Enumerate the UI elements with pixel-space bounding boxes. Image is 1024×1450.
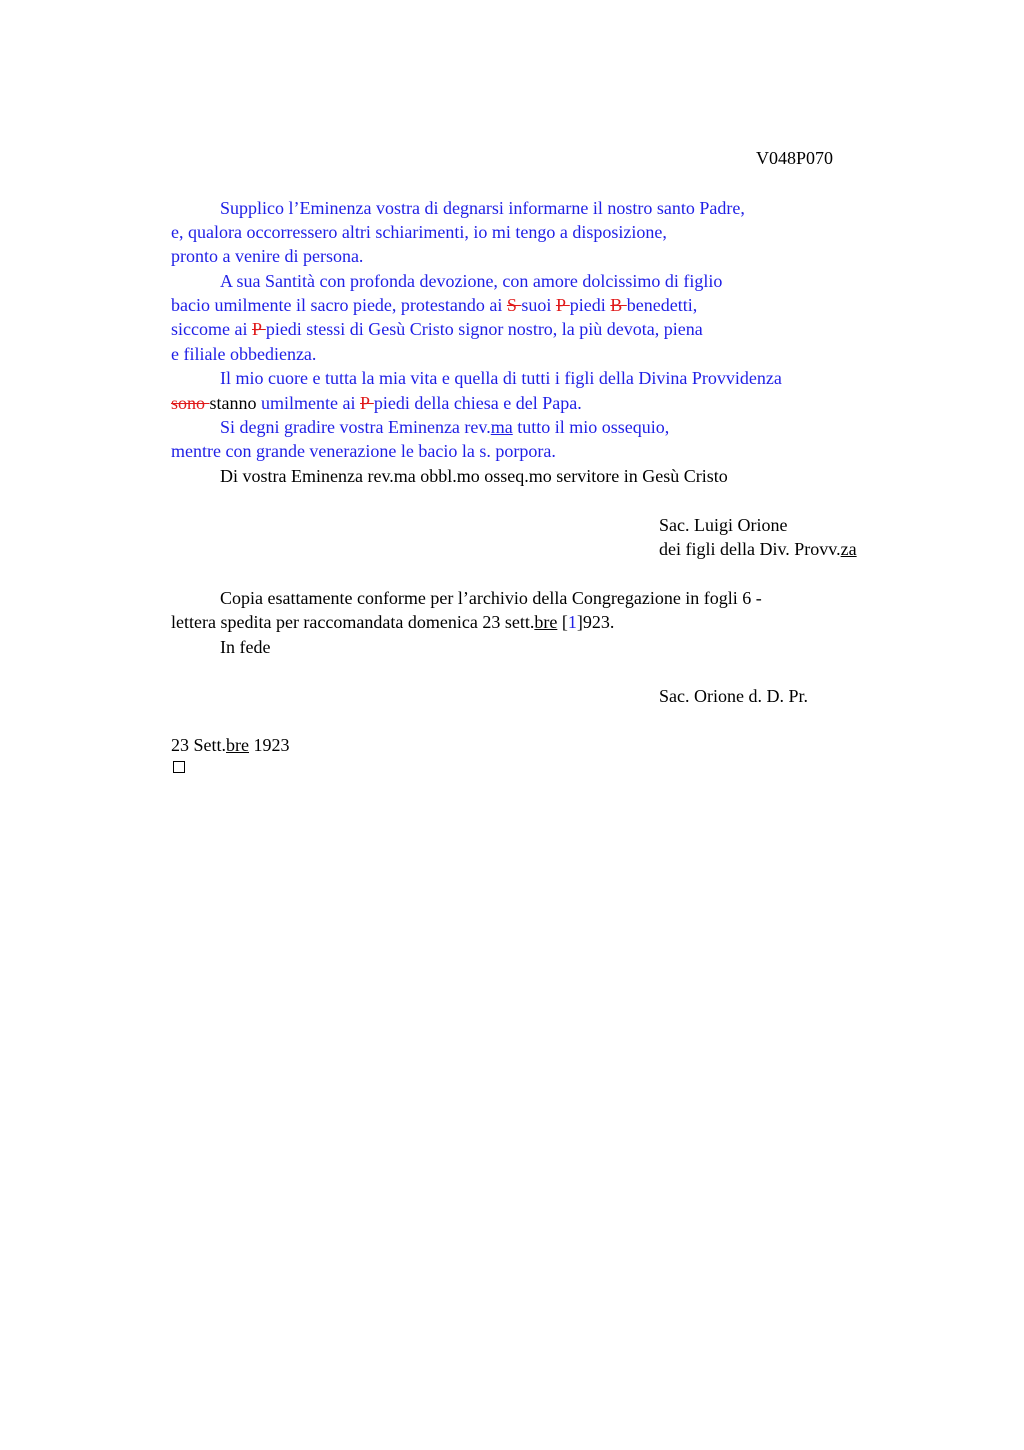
underlined-text: bre — [534, 612, 558, 632]
text-run: piedi della chiesa e del Papa. — [373, 393, 582, 413]
letter-line: e filiale obbedienza. — [171, 344, 317, 364]
text-run: suoi — [521, 295, 556, 315]
signature2: Sac. Orione d. D. Pr. — [659, 686, 808, 706]
in-fede-line: In fede — [220, 637, 271, 657]
date-line — [171, 733, 290, 757]
checkbox-square-icon — [173, 761, 185, 773]
text-run: [ — [557, 612, 568, 632]
text-run: bacio umilmente il sacro piede, protestando ai — [171, 295, 507, 315]
text-run: umilmente ai — [261, 393, 360, 413]
letter-line: mentre con grande venerazione le bacio la s. porpora. — [171, 441, 556, 461]
deleted-text: P — [251, 319, 266, 339]
deleted-text: S — [506, 295, 522, 315]
letter-line: Supplico l’Eminenza vostra di degnarsi informarne il nostro santo Padre, — [220, 198, 745, 218]
text-run: 1923 — [249, 735, 290, 755]
letter-line — [171, 391, 582, 415]
letter-line — [220, 415, 669, 439]
copy-note-line: Copia esattamente conforme per l’archivio della Congregazione in fogli 6 - — [220, 588, 762, 608]
text-run: Si degni gradire vostra Eminenza rev. — [220, 417, 491, 437]
text-run: ]923. — [576, 612, 615, 632]
letter-line — [171, 317, 703, 341]
deleted-text: P — [555, 295, 570, 315]
text-run: piedi stessi di Gesù Cristo signor nostro, la più devota, piena — [265, 319, 703, 339]
closing-line: Di vostra Eminenza rev.ma obbl.mo osseq.mo servitore in Gesù Cristo — [220, 466, 728, 486]
deleted-text: B — [610, 295, 627, 315]
text-run: 23 Sett. — [171, 735, 227, 755]
letter-line: pronto a venire di persona. — [171, 246, 364, 266]
underlined-text: ma — [490, 417, 513, 437]
text-run: tutto il mio ossequio, — [512, 417, 670, 437]
text-run: piedi — [569, 295, 611, 315]
text-run: dei figli della Div. Provv. — [659, 539, 841, 559]
inserted-text: stanno — [209, 393, 262, 413]
copy-note-line — [171, 610, 614, 634]
letter-line — [171, 293, 697, 317]
underlined-text: za — [840, 539, 857, 559]
deleted-text: sono — [171, 393, 210, 413]
signature-name: Sac. Luigi Orione — [659, 515, 788, 535]
deleted-text: P — [360, 393, 374, 413]
text-run: siccome ai — [171, 319, 252, 339]
underlined-text: bre — [226, 735, 249, 755]
text-run: benedetti, — [626, 295, 698, 315]
text-run: lettera spedita per raccomandata domenica 23 sett. — [171, 612, 535, 632]
signature-title — [659, 537, 857, 561]
letter-line: e, qualora occorressero altri schiarimenti, io mi tengo a disposizione, — [171, 222, 667, 242]
editorial-insert: 1 — [567, 612, 577, 632]
letter-line: A sua Santità con profonda devozione, con amore dolcissimo di figlio — [220, 271, 723, 291]
page-code: V048P070 — [756, 148, 834, 168]
letter-line: Il mio cuore e tutta la mia vita e quella di tutti i figli della Divina Provvidenza — [220, 368, 782, 388]
